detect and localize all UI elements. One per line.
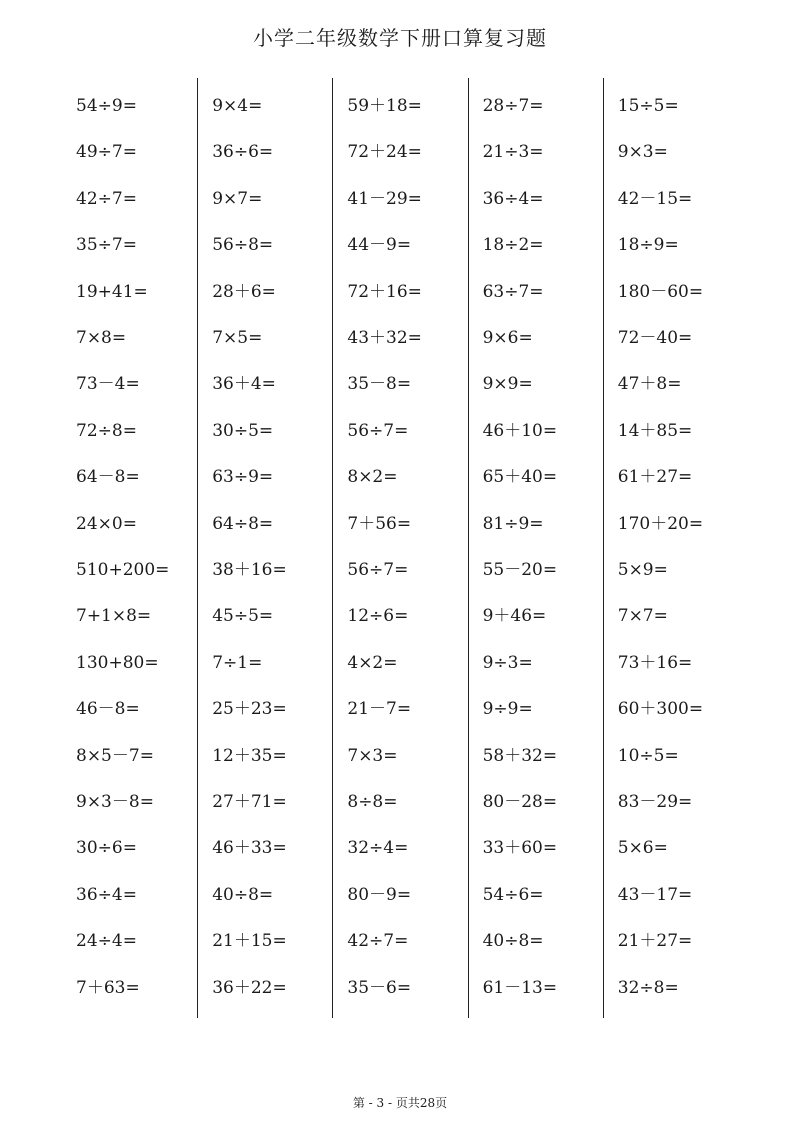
math-problem: 30÷5=	[212, 420, 274, 441]
math-problem: 27＋71=	[212, 792, 287, 812]
math-problem: 33＋60=	[482, 838, 558, 859]
math-problem: 8×5－7=	[76, 745, 154, 766]
problem-grid	[62, 78, 738, 1018]
problem-column-3	[332, 78, 467, 1018]
math-problem: 36÷4=	[76, 884, 137, 905]
math-problem: 32÷4=	[347, 838, 409, 859]
math-problem: 35－6=	[347, 977, 412, 998]
math-problem: 18÷9=	[617, 235, 679, 256]
math-problem: 9×3－8=	[76, 792, 154, 812]
math-problem: 54÷6=	[482, 884, 544, 905]
math-problem: 24÷4=	[76, 931, 137, 952]
math-problem: 64÷8=	[212, 513, 274, 534]
math-problem: 44－9=	[347, 235, 412, 256]
math-problem: 7×7=	[617, 606, 668, 627]
math-problem: 36＋4=	[212, 374, 276, 395]
math-problem: 170＋20=	[617, 513, 704, 534]
page-footer: 第 - 3 - 页共28页	[352, 1096, 448, 1110]
math-problem: 7＋63=	[76, 977, 140, 998]
math-problem: 28÷7=	[482, 96, 544, 116]
math-problem: 7÷1=	[212, 652, 263, 673]
math-problem: 40÷8=	[212, 884, 274, 905]
math-problem: 83－29=	[617, 792, 693, 812]
math-problem: 510+200=	[76, 560, 170, 580]
math-problem: 54÷9=	[76, 96, 137, 116]
math-problem: 64－8=	[76, 467, 140, 488]
math-problem: 61－13=	[482, 977, 558, 998]
math-problem: 19+41=	[76, 281, 148, 302]
math-problem: 9÷3=	[482, 652, 533, 673]
math-problem: 5×9=	[617, 560, 668, 580]
math-problem: 36÷6=	[212, 142, 274, 163]
math-problem: 42－15=	[617, 188, 693, 209]
math-problem: 7×3=	[347, 745, 398, 766]
math-problem: 9＋46=	[482, 606, 547, 627]
math-problem: 9÷9=	[482, 699, 533, 720]
math-problem: 35÷7=	[76, 235, 137, 256]
math-problem: 8×2=	[347, 467, 398, 488]
math-problem: 7＋56=	[347, 513, 412, 534]
math-problem: 9×6=	[482, 328, 533, 348]
math-problem: 9×4=	[212, 96, 263, 116]
math-problem: 14＋85=	[617, 420, 693, 441]
math-problem: 49÷7=	[76, 142, 137, 163]
math-problem: 43＋32=	[347, 328, 422, 348]
math-problem: 38＋16=	[212, 560, 287, 580]
math-problem: 21÷3=	[482, 142, 544, 163]
math-problem: 28＋6=	[212, 281, 276, 302]
math-problem: 24×0=	[76, 513, 137, 534]
math-problem: 65＋40=	[482, 467, 558, 488]
math-problem: 73－4=	[76, 374, 140, 395]
math-problem: 42÷7=	[76, 188, 137, 209]
problem-column-4	[468, 78, 603, 1018]
math-problem: 4×2=	[347, 652, 398, 673]
math-problem: 7+1×8=	[76, 606, 152, 627]
problem-column-2	[197, 78, 332, 1018]
math-problem: 63÷9=	[212, 467, 274, 488]
math-problem: 72＋24=	[347, 142, 422, 163]
math-problem: 56÷7=	[347, 560, 409, 580]
math-problem: 36÷4=	[482, 188, 544, 209]
problem-column-1	[62, 78, 197, 1018]
math-problem: 32÷8=	[617, 977, 679, 998]
math-problem: 45÷5=	[212, 606, 274, 627]
math-problem: 9×3=	[617, 142, 668, 163]
math-problem: 40÷8=	[482, 931, 544, 952]
math-problem: 73＋16=	[617, 652, 693, 673]
math-problem: 80－9=	[347, 884, 412, 905]
math-problem: 15÷5=	[617, 96, 679, 116]
math-problem: 36＋22=	[212, 977, 287, 998]
math-problem: 7×8=	[76, 328, 127, 348]
math-problem: 72－40=	[617, 328, 693, 348]
math-problem: 9×9=	[482, 374, 533, 395]
math-problem: 35－8=	[347, 374, 412, 395]
math-problem: 56÷8=	[212, 235, 274, 256]
math-problem: 43－17=	[617, 884, 693, 905]
math-problem: 81÷9=	[482, 513, 544, 534]
math-problem: 41－29=	[347, 188, 422, 209]
math-problem: 61＋27=	[617, 467, 693, 488]
math-problem: 12÷6=	[347, 606, 409, 627]
math-problem: 8÷8=	[347, 792, 398, 812]
math-problem: 10÷5=	[617, 745, 679, 766]
math-problem: 21＋27=	[617, 931, 693, 952]
math-problem: 60＋300=	[617, 699, 704, 720]
math-problem: 5×6=	[617, 838, 668, 859]
math-problem: 58＋32=	[482, 745, 558, 766]
math-problem: 46－8=	[76, 699, 140, 720]
math-problem: 130+80=	[76, 652, 159, 673]
math-problem: 63÷7=	[482, 281, 544, 302]
math-problem: 21＋15=	[212, 931, 287, 952]
math-problem: 9×7=	[212, 188, 263, 209]
page-title: 小学二年级数学下册口算复习题	[253, 26, 547, 50]
math-problem: 55－20=	[482, 560, 558, 580]
math-problem: 56÷7=	[347, 420, 409, 441]
math-problem: 30÷6=	[76, 838, 137, 859]
math-problem: 80－28=	[482, 792, 558, 812]
math-problem: 72＋16=	[347, 281, 422, 302]
problem-column-5	[603, 78, 738, 1018]
math-problem: 18÷2=	[482, 235, 544, 256]
math-problem: 42÷7=	[347, 931, 409, 952]
math-problem: 7×5=	[212, 328, 263, 348]
math-problem: 12＋35=	[212, 745, 287, 766]
math-problem: 59＋18=	[347, 96, 422, 116]
math-problem: 21－7=	[347, 699, 412, 720]
math-problem: 72÷8=	[76, 420, 137, 441]
math-problem: 46＋10=	[482, 420, 558, 441]
math-problem: 47＋8=	[617, 374, 682, 395]
math-problem: 25＋23=	[212, 699, 287, 720]
math-problem: 46＋33=	[212, 838, 287, 859]
math-problem: 180－60=	[617, 281, 704, 302]
